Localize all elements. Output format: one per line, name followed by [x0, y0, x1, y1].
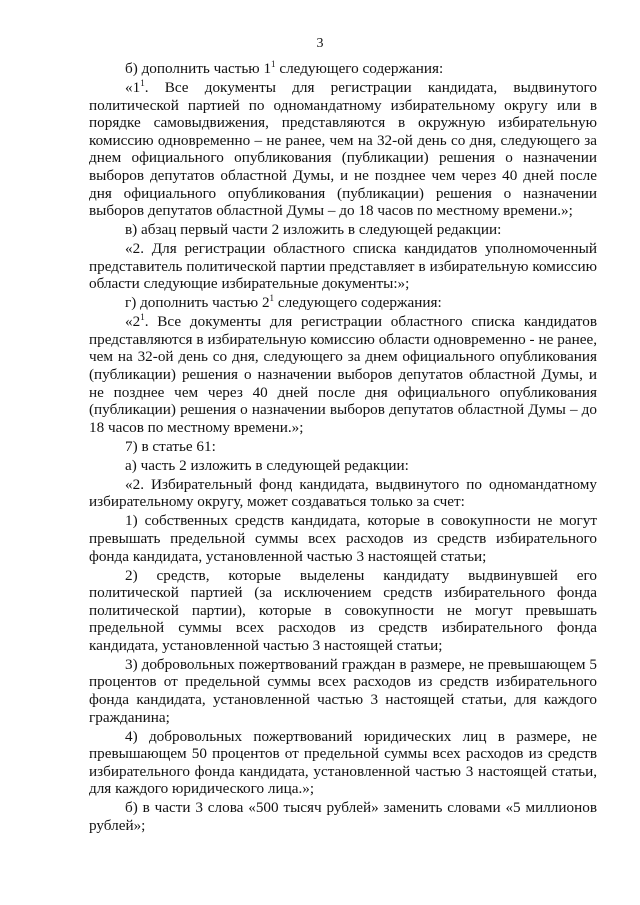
- paragraph-text: . Все документы для регистрации кандидата, выдвинутого политической партией по одномандатному избирательному округу или в порядке самовыдвижения, представляются в окружную избирательную комиссию одновременно – не ранее, чем на 32-ой день со дня, следующего за днем официального опубликования (публикации) решения о назначении выборов депутатов областной Думы, и не позднее чем через 40 дней после дня официального опубликования (публикации) решения о назначении выборов депутатов областной Думы – до 18 часов по местному времени.»;: [89, 78, 597, 220]
- paragraph: [89, 476, 597, 511]
- paragraph-text: 1) собственных средств кандидата, которые в совокупности не могут превышать предельной суммы всех расходов из средств избирательного фонда кандидата, установленной частью 3 настоящей статьи;: [89, 512, 597, 565]
- page-number: 3: [316, 36, 324, 51]
- superscript: 1: [271, 59, 276, 69]
- paragraph-text: «1: [125, 78, 141, 96]
- paragraph-text: «2. Для регистрации областного списка кандидатов уполномоченный представитель политической партии представляет в избирательную комиссию области следующие избирательные документы:»;: [89, 240, 597, 293]
- superscript: 1: [140, 77, 145, 88]
- superscript: 1: [269, 293, 275, 304]
- paragraph-text: 3) добровольных пожертвований граждан в размере, не превышающем 5 процентов от предельной суммы всех расходов из средств избирательного фонда кандидата, установленной частью 3 настоящей статьи, для каждого гражданина;: [89, 655, 597, 726]
- paragraph-text: 4) добровольных пожертвований юридических лиц в размере, не превышающем 50 процентов от предельной суммы всех расходов из средств избирательного фонда кандидата, установленной частью 3 настоящей статьи, для каждого юридического лица.»;: [89, 727, 597, 798]
- paragraph-text: б) дополнить частью 1: [125, 60, 272, 77]
- paragraph: [89, 512, 597, 565]
- paragraph-text: следующего содержания:: [275, 60, 444, 77]
- paragraph: [89, 457, 597, 475]
- superscript: 1: [140, 312, 145, 323]
- paragraph: [89, 221, 597, 239]
- paragraph: [89, 438, 597, 456]
- paragraph: [89, 567, 597, 655]
- paragraph-text: 2) средств, которые выделены кандидату выдвинувшей его политической партией (за исключением средств избирательного фонда политической партии), которые в совокупности не могут превышать предельной суммы всех расходов из средств избирательного фонда кандидата, установленной частью 3 настоящей статьи;: [89, 566, 597, 654]
- paragraph-text: г) дополнить частью 2: [125, 294, 270, 312]
- paragraph: [89, 60, 597, 78]
- paragraph: [89, 240, 597, 293]
- paragraph-text: следующего содержания:: [274, 294, 442, 312]
- paragraph-text: б) в части 3 слова «500 тысяч рублей» заменить словами «5 миллионов рублей»;: [89, 799, 597, 835]
- paragraph-text: 7) в статье 61:: [125, 437, 216, 455]
- paragraph-text: а) часть 2 изложить в следующей редакции:: [125, 456, 409, 474]
- paragraph: [89, 728, 597, 798]
- paragraph-text: . Все документы для регистрации областного списка кандидатов представляются в избирательную комиссию области одновременно - не ранее, чем на 32-ой день со дня, следующего за днем официального опубликования (публикации) решения о назначении выборов депутатов областной Думы, и не позднее чем через 40 дней после дня официального опубликования (публикации) решения о назначении выборов депутатов областной Думы – до 18 часов по местному времени.»;: [89, 313, 597, 436]
- paragraph: [89, 79, 597, 220]
- paragraph-text: «2. Избирательный фонд кандидата, выдвинутого по одномандатному избирательному округу, может создаваться только за счет:: [89, 475, 597, 511]
- paragraph-text: «2: [125, 313, 141, 331]
- document-body: [89, 60, 597, 836]
- paragraph: [89, 313, 597, 436]
- paragraph: [89, 799, 597, 834]
- paragraph: [89, 656, 597, 726]
- paragraph-text: в) абзац первый части 2 изложить в следующей редакции:: [125, 221, 502, 239]
- paragraph: [89, 294, 597, 312]
